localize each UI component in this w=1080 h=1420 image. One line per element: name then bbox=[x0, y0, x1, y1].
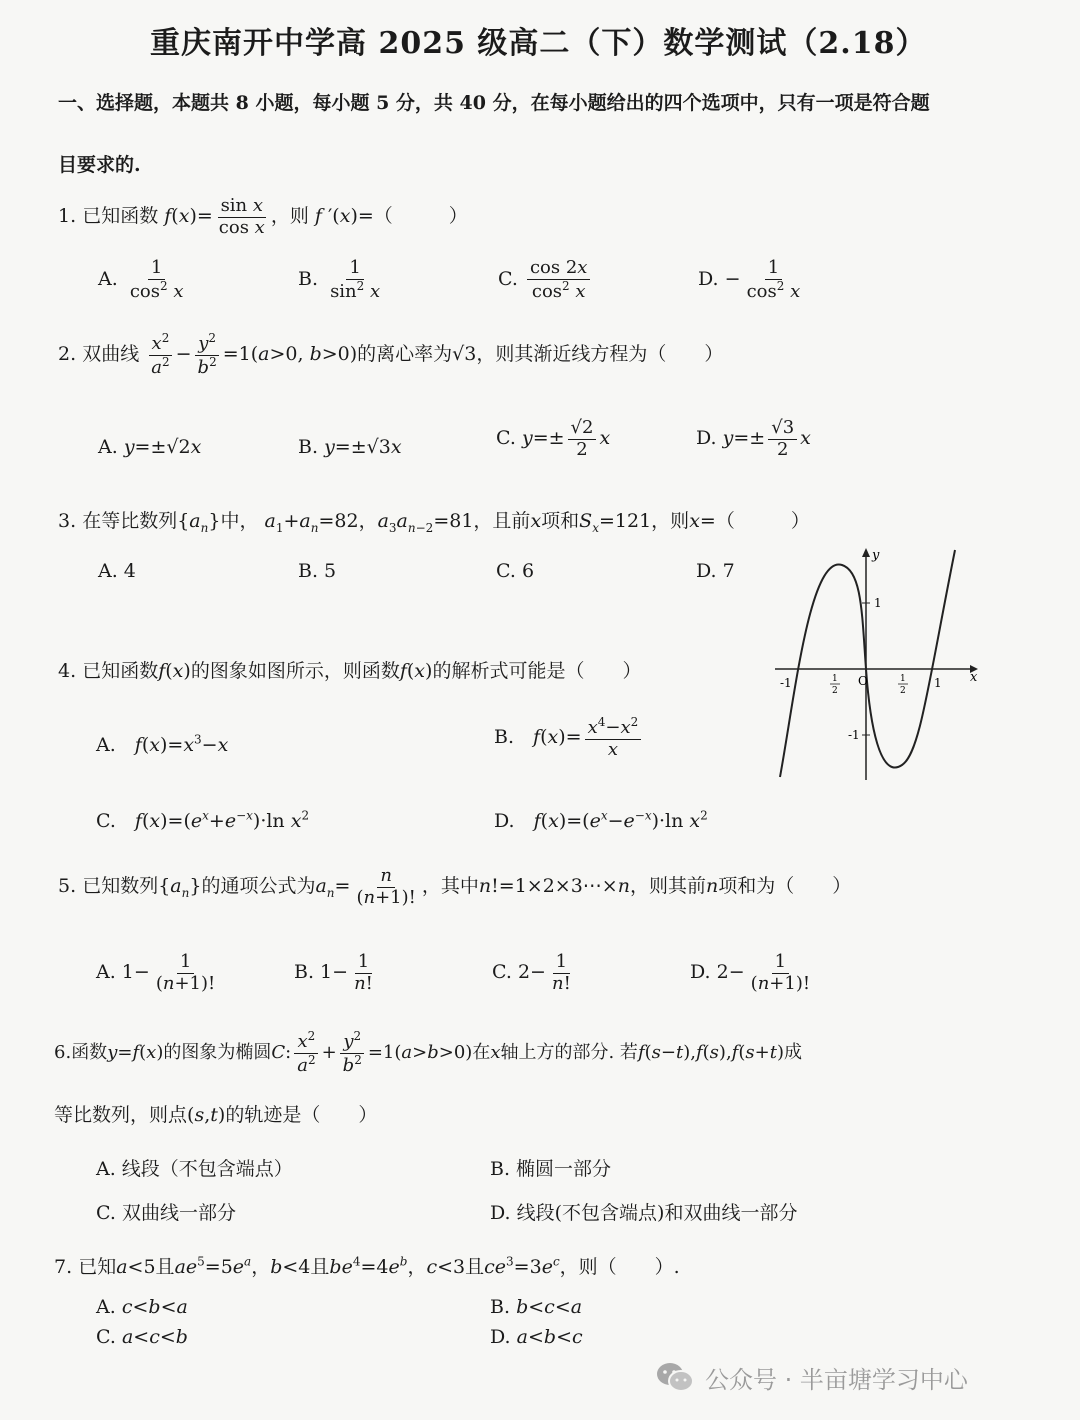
q2-option-a: A. y=±√2x bbox=[98, 436, 202, 458]
y-label: y bbox=[872, 548, 880, 563]
q5-option-a: A. 1− $\frac{1}{(n+1)!}$ bbox=[96, 951, 216, 994]
question-3: 3. 在等比数列$\{a_n\}$中， $a_1+a_n=82$，$a_3a_{n-2}=81$，且前x项和$S_x=121$，则x=（ ） bbox=[58, 510, 810, 535]
x-label: x bbox=[970, 670, 978, 685]
question-6: 6.函数y=f(x)的图象为椭圆C: $\frac{x^2}{a^2}$ + $\frac{y^2}{b^2}$ =1(a>b>0)在x轴上方的部分. 若f(s−t),f(s),f(s+t)成 bbox=[54, 1029, 802, 1076]
question-5: 5. 已知数列$\{a_n\}$的通项公式为$a_n=$ $\frac{n}{(n+1)!}$ ，其中n!=1×2×3⋯×n，则其前n项和为（ ） bbox=[58, 865, 852, 908]
q5-option-d: D. 2− $\frac{1}{(n+1)!}$ bbox=[690, 951, 811, 994]
q4-option-a: A. $f(x)=x^3-x$ bbox=[96, 732, 229, 756]
q5-option-c: C. 2− $\frac{1}{n!}$ bbox=[492, 951, 571, 994]
q1-option-a: A. $\frac{1}{\cos^2 x}$ bbox=[98, 257, 184, 302]
q3-option-c: C. 6 bbox=[496, 560, 535, 582]
q2-option-c: C. y=± $\frac{√2}{2}$ x bbox=[496, 417, 611, 460]
q6-option-a: A. 线段（不包含端点） bbox=[96, 1158, 293, 1180]
page-title: 重庆南开中学高 2025 级高二（下）数学测试（2.18） bbox=[150, 26, 927, 61]
q3-option-d: D. 7 bbox=[696, 560, 735, 582]
q4-option-b: B. f(x)= $\frac{x^4-x^2}{x}$ bbox=[494, 716, 644, 760]
q6-option-d: D. 线段(不包含端点)和双曲线一部分 bbox=[490, 1202, 798, 1224]
question-4: 4. 已知函数f(x)的图象如图所示，则函数f(x)的解析式可能是（ ） bbox=[58, 660, 642, 682]
q7-option-d: D. a<b<c bbox=[490, 1326, 583, 1348]
tick-x-neg1: -1 bbox=[780, 676, 792, 690]
q6-option-b: B. 椭圆一部分 bbox=[490, 1158, 612, 1180]
q5-option-b: B. 1− $\frac{1}{n!}$ bbox=[294, 951, 373, 994]
q2-option-d: D. y=± $\frac{√3}{2}$ x bbox=[696, 417, 811, 460]
tick-y-1: 1 bbox=[874, 596, 882, 610]
q7-option-b: B. b<c<a bbox=[490, 1296, 583, 1318]
tick-y-neg1: -1 bbox=[848, 728, 860, 742]
wechat-icon bbox=[655, 1361, 695, 1393]
function-curve bbox=[780, 550, 955, 777]
tick-frac-den-right: 2 bbox=[900, 686, 906, 696]
origin-label: O bbox=[858, 674, 868, 688]
q1-option-d: D. − $\frac{1}{\cos^2 x}$ bbox=[698, 257, 801, 302]
q7-option-a: A. c<b<a bbox=[96, 1296, 188, 1318]
q1-option-c: C. $\frac{\cos 2x}{\cos^2 x}$ bbox=[498, 258, 593, 302]
q7-option-c: C. a<c<b bbox=[96, 1326, 188, 1348]
watermark bbox=[655, 1357, 968, 1397]
section-header: 一、选择题，本题共 8 小题，每小题 5 分，共 40 分，在每小题给出的四个选项中，只有一项是符合题 bbox=[58, 92, 930, 114]
q6-option-c: C. 双曲线一部分 bbox=[96, 1202, 236, 1224]
q4-option-d: D. $f(x)=(e^x-e^{-x})\cdot\ln$ $x^2$ bbox=[494, 808, 708, 832]
y-axis-arrow bbox=[862, 548, 870, 557]
question-7: 7. 已知a<5且$ae^5=5e^a$，b<4且$be^4=4e^b$，c<3且$ce^3=3e^c$，则（ ）. bbox=[54, 1254, 680, 1278]
q4-option-c: C. $f(x)=(e^x+e^{-x})\cdot\ln$ $x^2$ bbox=[96, 808, 310, 832]
tick-frac-den-left: 2 bbox=[832, 686, 838, 696]
q2-option-b: B. y=±√3x bbox=[298, 436, 402, 458]
tick-frac-num-right: 1 bbox=[900, 674, 906, 684]
question-2: 2. 双曲线 $\frac{x^2}{a^2}$ − $\frac{y^2}{b^2}$ =1(a>0, b>0)的离心率为√3，则其渐近线方程为（ ） bbox=[58, 331, 724, 378]
q1-option-b: B. $\frac{1}{\sin^2 x}$ bbox=[298, 257, 381, 302]
q3-option-a: A. 4 bbox=[98, 560, 136, 582]
function-graph bbox=[770, 545, 980, 785]
watermark-text: 公众号 · 半亩塘学习中心 bbox=[705, 1365, 968, 1394]
question-6-cont: 等比数列，则点(s,t)的轨迹是（ ） bbox=[54, 1104, 378, 1126]
tick-x-1: 1 bbox=[934, 676, 942, 690]
tick-frac-num-left: 1 bbox=[832, 674, 838, 684]
q3-option-b: B. 5 bbox=[298, 560, 337, 582]
section-header-cont: 目要求的. bbox=[58, 154, 141, 176]
question-1: 1. 已知函数 f(x)= $\frac{\text{sin x}}{\text{cos x}}$ ，则 f ′(x)=（ ） bbox=[58, 195, 468, 238]
